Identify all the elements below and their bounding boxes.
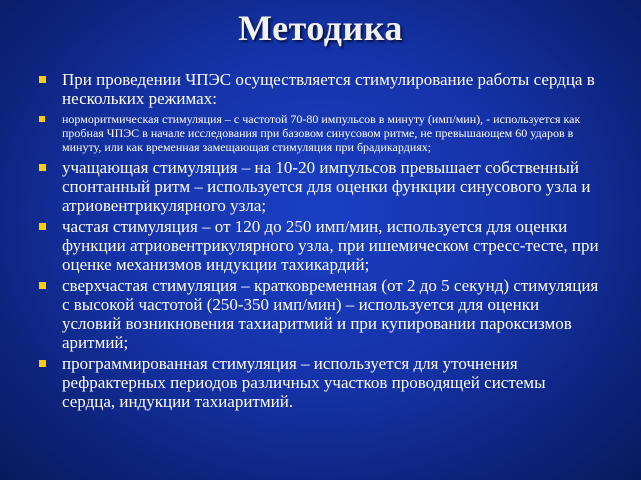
list-item-text: программированная стимуляция – используется для уточнения рефрактерных периодов различных участков проводящей системы сердца, индукции тахиаритмий. — [62, 354, 546, 411]
list-item — [32, 112, 602, 154]
list-item-text: частая стимуляция – от 120 до 250 имп/мин, используется для оценки функции атриовентрикулярного узла, при ишемическом стресс-тесте, при оценке механизмов индукции тахикардий; — [62, 217, 599, 274]
list-item — [32, 217, 602, 274]
square-bullet-icon — [39, 116, 45, 122]
list-item — [32, 276, 602, 352]
bullet-list — [32, 70, 602, 413]
square-bullet-icon — [39, 76, 46, 83]
list-item-text: учащающая стимуляция – на 10-20 импульсов превышает собственный спонтанный ритм – используется для оценки функции синусового узла и атриовентрикулярного узла; — [62, 158, 591, 215]
list-item-text: норморитмическая стимуляция – с частотой 70-80 импульсов в минуту (имп/мин), - используется как пробная ЧПЭС в начале исследования при базовом синусовом ритме, не превышающем 60 ударов в минуту, или как временная замещающая стимуляция при брадикардиях; — [62, 112, 581, 154]
list-item-text: При проведении ЧПЭС осуществляется стимулирование работы сердца в нескольких режимах: — [62, 70, 595, 108]
square-bullet-icon — [39, 282, 46, 289]
list-item-text: сверхчастая стимуляция – кратковременная (от 2 до 5 секунд) стимуляция с высокой частотой (250-350 имп/мин) – используется для оценки условий возникновения тахиаритмий и при купировании пароксизмов аритмий; — [62, 276, 599, 352]
square-bullet-icon — [39, 360, 46, 367]
slide-title: Методика — [238, 8, 403, 48]
list-item — [32, 70, 602, 108]
square-bullet-icon — [39, 223, 46, 230]
square-bullet-icon — [39, 164, 46, 171]
list-item — [32, 158, 602, 215]
list-item — [32, 354, 602, 411]
